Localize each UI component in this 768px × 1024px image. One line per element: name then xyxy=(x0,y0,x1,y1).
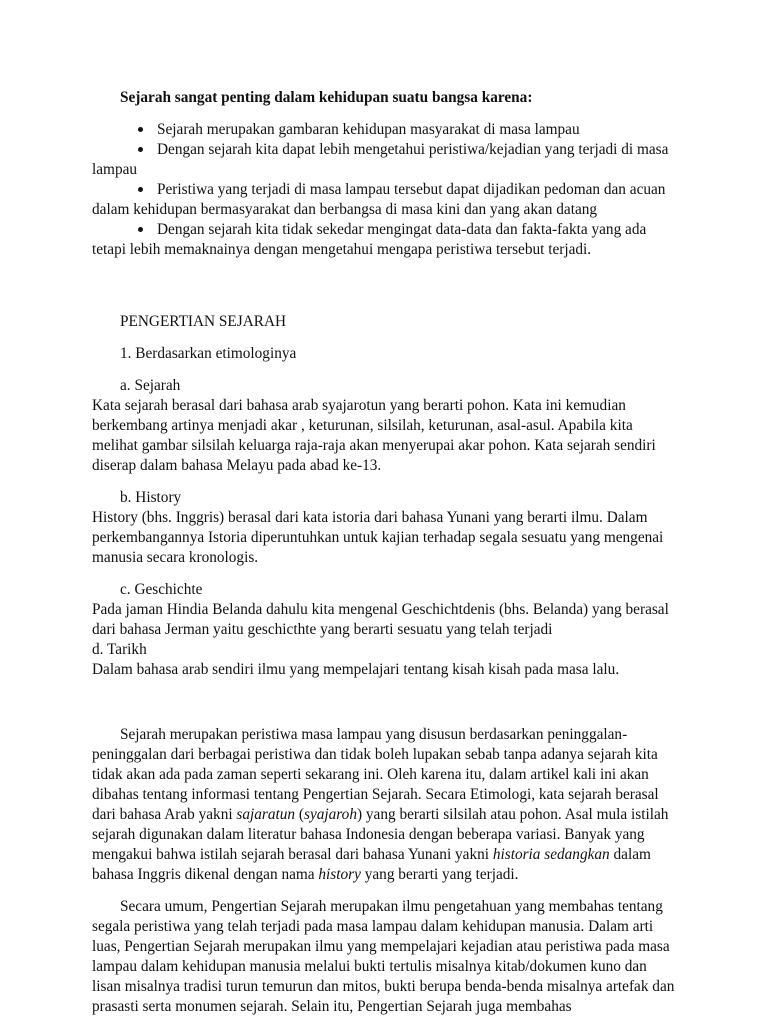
bullet-icon xyxy=(138,227,143,232)
list-item-text: Peristiwa yang terjadi di masa lampau tersebut dapat dijadikan pedoman dan acuan dalam kehidupan bermasyarakat dan berbangsa di masa kini dan yang akan datang xyxy=(92,181,666,218)
list-item xyxy=(92,120,676,140)
bullet-icon xyxy=(138,187,143,192)
body-paragraph-1: Sejarah merupakan peristiwa masa lampau yang disusun berdasarkan peninggalan-peninggalan dari berbagai peristiwa dan tidak boleh lupakan sebab tanpa adanya sejarah kita tidak akan ada pada zaman seperti sekarang ini. Oleh karena itu, dalam artikel kali ini akan dibahas tentang informasi tentang Pengertian Sejarah. Secara Etimologi, kata sejarah berasal dari bahasa Arab yakni sajaratun (syajaroh) yang berarti silsilah atau pohon. Asal mula istilah sejarah digunakan dalam literatur bahasa Indonesia dengan beberapa variasi. Banyak yang mengakui bahwa istilah sejarah berasal dari bahasa Yunani yakni historia sedangkan dalam bahasa Inggris dikenal dengan nama history yang berarti yang terjadi. xyxy=(92,726,669,883)
body-paragraph-2: Secara umum, Pengertian Sejarah merupakan ilmu pengetahuan yang membahas tentang segala peristiwa yang telah terjadi pada masa lampau dalam kehidupan manusia. Dalam arti luas, Pengertian Sejarah merupakan ilmu yang mempelajari kejadian atau peristiwa pada masa lampau dalam kehidupan manusia melalui bukti tertulis misalnya kitab/dokumen kuno dan lisan misalnya tradisi turun temurun dan mitos, bukti berupa benda-benda misalnya artefak dan prasasti serta monumen sejarah. Selain itu, Pengertian Sejarah juga membahas xyxy=(92,898,675,1015)
item-d-label: d. Tarikh xyxy=(92,641,147,658)
bullet-icon xyxy=(138,147,143,152)
item-d-text: Dalam bahasa arab sendiri ilmu yang mempelajari tentang kisah kisah pada masa lalu. xyxy=(92,661,620,678)
item-c-text: Pada jaman Hindia Belanda dahulu kita mengenal Geschichtdenis (bhs. Belanda) yang berasal dari bahasa Jerman yaitu geschicthte yang berarti sesuatu yang telah terjadi xyxy=(92,601,669,638)
item-b-text: History (bhs. Inggris) berasal dari kata istoria dari bahasa Yunani yang berarti ilmu. Dalam perkembangannya Istoria diperuntuhkan untuk kajian terhadap segala sesuatu yang mengenai manusia secara kronologis. xyxy=(92,509,664,566)
reasons-list xyxy=(92,120,676,260)
list-item xyxy=(92,220,676,260)
list-item xyxy=(92,180,676,220)
item-a-text: Kata sejarah berasal dari bahasa arab syajarotun yang berarti pohon. Kata ini kemudian berkembang artinya menjadi akar , keturunan, silsilah, keturunan, asal-asul. Apabila kita melihat gambar silsilah keluarga raja-raja akan menyerupai akar pohon. Kata sejarah sendiri diserap dalam bahasa Melayu pada abad ke-13. xyxy=(92,397,656,474)
subsection-title: 1. Berdasarkan etimologinya xyxy=(120,345,297,362)
list-item xyxy=(92,140,676,180)
list-item-text: Dengan sejarah kita tidak sekedar mengingat data-data dan fakta-fakta yang ada tetapi lebih memaknainya dengan mengetahui mengapa peristiwa tersebut terjadi. xyxy=(92,221,647,258)
bullet-icon xyxy=(138,127,143,132)
item-a-label: a. Sejarah xyxy=(120,377,181,394)
list-item-text: Sejarah merupakan gambaran kehidupan masyarakat di masa lampau xyxy=(157,121,580,138)
document-page xyxy=(92,88,676,1017)
item-b-label: b. History xyxy=(120,489,182,506)
item-c-label: c. Geschichte xyxy=(120,581,203,598)
list-item-text: Dengan sejarah kita dapat lebih mengetahui peristiwa/kejadian yang terjadi di masa lampau xyxy=(92,141,669,178)
intro-heading: Sejarah sangat penting dalam kehidupan suatu bangsa karena: xyxy=(120,89,533,106)
section-title: PENGERTIAN SEJARAH xyxy=(120,313,287,330)
